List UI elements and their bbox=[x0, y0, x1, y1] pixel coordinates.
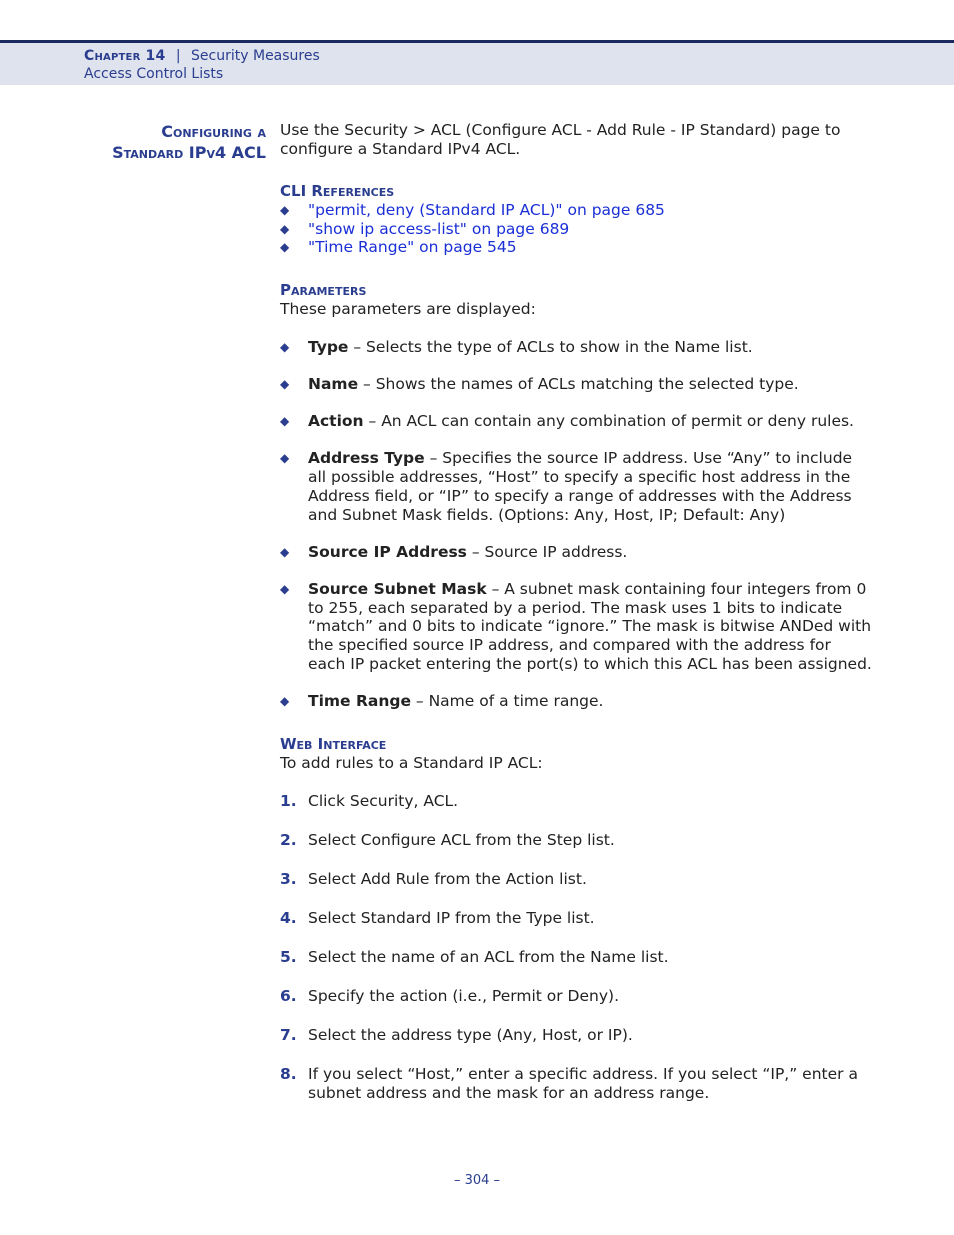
step-text: Specify the action (i.e., Permit or Deny). bbox=[308, 986, 619, 1005]
list-item bbox=[280, 543, 872, 562]
parameters-intro: These parameters are displayed: bbox=[280, 299, 536, 318]
intro-paragraph: Use the Security > ACL (Configure ACL - Add Rule - IP Standard) page to configure a Standard IPv4 ACL. bbox=[280, 121, 841, 158]
list-item bbox=[280, 831, 872, 850]
diamond-bullet-icon: ◆ bbox=[280, 451, 290, 466]
parameter-term: Source Subnet Mask bbox=[308, 579, 487, 598]
list-item bbox=[280, 1065, 872, 1103]
main-content bbox=[280, 121, 872, 1123]
header-chapter: Chapter 14 bbox=[84, 48, 166, 64]
header-chapter-line bbox=[84, 48, 320, 64]
step-number: 2. bbox=[280, 830, 297, 849]
diamond-bullet-icon: ◆ bbox=[280, 240, 290, 255]
step-text: Select Standard IP from the Type list. bbox=[308, 908, 595, 927]
step-text: Select Configure ACL from the Step list. bbox=[308, 830, 615, 849]
parameter-description: – Source IP address. bbox=[466, 542, 628, 561]
step-number: 3. bbox=[280, 869, 297, 888]
page-number: – 304 – bbox=[453, 1173, 501, 1188]
web-interface-intro: To add rules to a Standard IP ACL: bbox=[280, 753, 543, 772]
step-number: 6. bbox=[280, 986, 297, 1005]
list-item bbox=[280, 449, 872, 524]
step-number: 7. bbox=[280, 1025, 297, 1044]
step-number: 1. bbox=[280, 791, 297, 810]
list-item bbox=[280, 948, 872, 967]
list-item bbox=[280, 792, 872, 811]
list-item[interactable] bbox=[280, 220, 872, 239]
diamond-bullet-icon: ◆ bbox=[280, 693, 290, 708]
parameter-term: Action bbox=[308, 412, 364, 431]
list-item bbox=[280, 1026, 872, 1045]
list-item bbox=[280, 909, 872, 928]
diamond-bullet-icon: ◆ bbox=[280, 544, 290, 559]
list-item bbox=[280, 580, 872, 674]
diamond-bullet-icon: ◆ bbox=[280, 414, 290, 429]
list-item bbox=[280, 692, 872, 711]
section-heading-line2: Standard IPv4 ACL bbox=[112, 143, 266, 162]
parameter-term: Name bbox=[308, 374, 359, 393]
step-text: Click Security, ACL. bbox=[308, 791, 459, 810]
header-chapter-title: Security Measures bbox=[191, 48, 320, 64]
step-text: If you select “Host,” enter a specific address. If you select “IP,” enter a subnet address and the mask for an address range. bbox=[308, 1064, 858, 1102]
list-item bbox=[280, 870, 872, 889]
cli-reference-link[interactable]: "permit, deny (Standard IP ACL)" on page 685 bbox=[308, 201, 665, 219]
cli-reference-link[interactable]: "show ip access-list" on page 689 bbox=[308, 219, 570, 238]
steps-list bbox=[280, 792, 872, 1103]
diamond-bullet-icon: ◆ bbox=[280, 581, 290, 596]
web-interface-heading: Web Interface bbox=[280, 734, 387, 753]
parameter-description: – Selects the type of ACLs to show in the Name list. bbox=[348, 337, 753, 356]
page-header bbox=[0, 40, 954, 85]
diamond-bullet-icon: ◆ bbox=[280, 339, 290, 354]
parameter-description: – Name of a time range. bbox=[410, 691, 604, 710]
list-item[interactable] bbox=[280, 238, 872, 257]
cli-reference-link[interactable]: "Time Range" on page 545 bbox=[308, 238, 517, 257]
parameter-description: – Specifies the source IP address. Use “Any” to include all possible addresses, “Host” to specify a specific host address in the Address field, or “IP” to specify a range of addresses with the Address and Subnet Mask fields. (Options: Any, Host, IP; Default: Any) bbox=[308, 449, 853, 524]
step-number: 4. bbox=[280, 908, 297, 927]
header-separator: | bbox=[175, 48, 181, 64]
header-section: Access Control Lists bbox=[84, 66, 224, 82]
parameter-term: Address Type bbox=[308, 449, 425, 468]
step-text: Select Add Rule from the Action list. bbox=[308, 869, 587, 888]
step-text: Select the address type (Any, Host, or IP). bbox=[308, 1025, 633, 1044]
parameter-term: Source IP Address bbox=[308, 542, 467, 561]
section-heading-line1: Configuring a bbox=[161, 122, 266, 141]
parameters-list bbox=[280, 338, 872, 711]
cli-references-heading: CLI References bbox=[280, 182, 395, 200]
diamond-bullet-icon: ◆ bbox=[280, 221, 290, 236]
list-item bbox=[280, 412, 872, 431]
step-text: Select the name of an ACL from the Name list. bbox=[308, 947, 669, 966]
cli-references-list bbox=[280, 201, 872, 257]
parameters-heading: Parameters bbox=[280, 280, 367, 299]
parameter-description: – Shows the names of ACLs matching the selected type. bbox=[358, 374, 799, 393]
list-item[interactable] bbox=[280, 201, 872, 220]
parameter-description: – An ACL can contain any combination of permit or deny rules. bbox=[363, 412, 854, 431]
list-item bbox=[280, 338, 872, 357]
diamond-bullet-icon: ◆ bbox=[280, 203, 290, 217]
step-number: 5. bbox=[280, 947, 297, 966]
section-heading bbox=[112, 121, 266, 163]
list-item bbox=[280, 987, 872, 1006]
list-item bbox=[280, 375, 872, 394]
parameter-description: – A subnet mask containing four integers from 0 to 255, each separated by a period. The mask uses 1 bits to indicate “match” and 0 bits to indicate “ignore.” The mask is bitwise ANDed with the specified source IP address, and compared with the address for each IP packet entering the port(s) to which this ACL has been assigned. bbox=[308, 579, 872, 673]
parameter-term: Time Range bbox=[308, 691, 411, 710]
step-number: 8. bbox=[280, 1064, 297, 1083]
diamond-bullet-icon: ◆ bbox=[280, 376, 290, 391]
parameter-term: Type bbox=[308, 337, 349, 356]
